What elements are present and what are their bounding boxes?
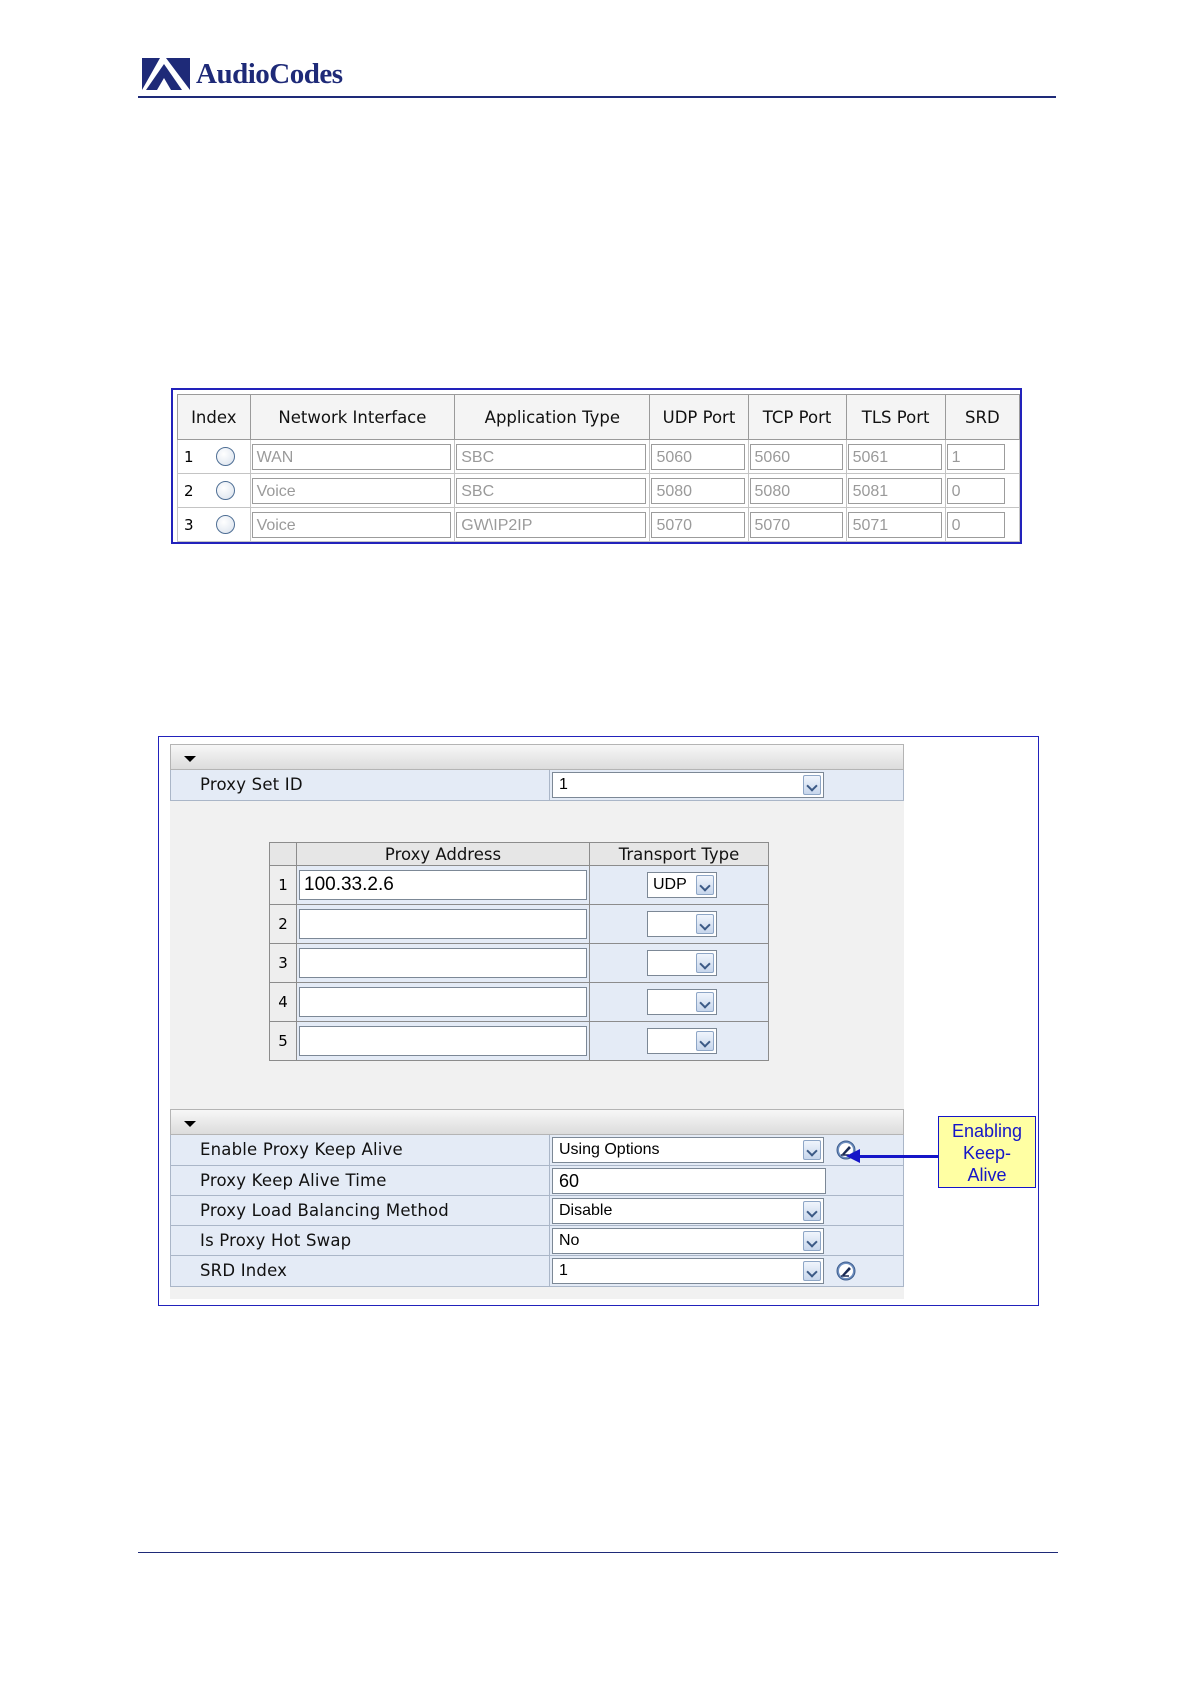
col-proxy-address: Proxy Address xyxy=(297,843,590,866)
proxy-row-number: 3 xyxy=(270,944,297,983)
proxy-address-input[interactable] xyxy=(299,909,587,939)
col-tcp-port: TCP Port xyxy=(748,395,846,440)
application-type-field: GW\IP2IP xyxy=(456,512,646,538)
tcp-port-field: 5080 xyxy=(750,478,843,504)
group-header-proxy-set[interactable] xyxy=(170,744,904,770)
callout-line-2: Keep- xyxy=(962,1143,1012,1163)
table-row xyxy=(270,944,769,983)
srd-field: 1 xyxy=(947,444,1005,470)
udp-port-field: 5060 xyxy=(651,444,744,470)
load-balancing-value: Disable xyxy=(559,1202,613,1219)
chevron-down-icon[interactable] xyxy=(696,1031,714,1051)
hot-swap-label: Is Proxy Hot Swap xyxy=(200,1231,352,1250)
proxy-settings-panel xyxy=(170,744,904,1299)
keep-alive-time-label: Proxy Keep Alive Time xyxy=(200,1171,387,1190)
callout-arrow-head-icon xyxy=(846,1149,860,1163)
table-row xyxy=(270,1022,769,1061)
callout-line-1: Enabling xyxy=(951,1121,1023,1141)
row-select-radio[interactable] xyxy=(216,481,235,500)
transport-type-value: UDP xyxy=(653,876,687,893)
proxy-row-number: 4 xyxy=(270,983,297,1022)
row-proxy-set-id xyxy=(170,770,904,801)
chevron-down-icon[interactable] xyxy=(696,914,714,934)
table-row xyxy=(270,983,769,1022)
chevron-down-icon[interactable] xyxy=(803,1261,821,1281)
load-balancing-select[interactable] xyxy=(552,1198,824,1224)
col-application-type: Application Type xyxy=(455,395,650,440)
load-balancing-label: Proxy Load Balancing Method xyxy=(200,1201,449,1220)
tls-port-field: 5081 xyxy=(848,478,942,504)
proxy-set-id-value: 1 xyxy=(559,776,568,793)
enable-keep-alive-select[interactable] xyxy=(552,1137,824,1163)
col-network-interface: Network Interface xyxy=(250,395,455,440)
proxy-address-input[interactable] xyxy=(299,1026,587,1056)
tcp-port-field: 5060 xyxy=(750,444,843,470)
network-interface-field: WAN xyxy=(252,444,452,470)
footer-rule xyxy=(138,1552,1058,1553)
proxy-address-input[interactable] xyxy=(299,987,587,1017)
callout-line-3: Alive xyxy=(967,1165,1007,1185)
proxy-row-number: 5 xyxy=(270,1022,297,1061)
application-type-field: SBC xyxy=(456,478,646,504)
row-divider xyxy=(549,1226,550,1256)
group-header-keep-alive[interactable] xyxy=(170,1109,904,1135)
network-interface-field: Voice xyxy=(252,478,452,504)
proxy-address-table xyxy=(269,842,769,1061)
row-divider xyxy=(549,770,550,800)
hot-swap-select[interactable] xyxy=(552,1228,824,1254)
row-enable-keep-alive xyxy=(170,1135,904,1166)
network-interface-field: Voice xyxy=(252,512,452,538)
row-srd-index xyxy=(170,1256,904,1287)
srd-index-select[interactable] xyxy=(552,1258,824,1284)
proxy-set-id-label: Proxy Set ID xyxy=(200,775,303,794)
chevron-down-icon[interactable] xyxy=(803,1140,821,1160)
transport-type-select[interactable] xyxy=(647,872,717,898)
proxy-row-number: 2 xyxy=(270,905,297,944)
table-row xyxy=(178,440,1020,474)
index-cell xyxy=(178,474,251,508)
callout-enabling-keep-alive xyxy=(938,1116,1036,1188)
srd-field: 0 xyxy=(947,512,1005,538)
keep-alive-time-input[interactable] xyxy=(552,1168,826,1194)
proxy-row-number: 1 xyxy=(270,866,297,905)
col-udp-port: UDP Port xyxy=(650,395,748,440)
enable-keep-alive-value: Using Options xyxy=(559,1141,660,1158)
header-rule xyxy=(138,96,1056,98)
transport-type-select[interactable] xyxy=(647,989,717,1015)
srd-index-value: 1 xyxy=(559,1262,568,1279)
keep-alive-time-value: 60 xyxy=(559,1171,580,1191)
row-keep-alive-time xyxy=(170,1166,904,1196)
proxy-set-id-select[interactable] xyxy=(552,772,824,798)
srd-field: 0 xyxy=(947,478,1005,504)
chevron-down-icon[interactable] xyxy=(696,992,714,1012)
table-row xyxy=(270,866,769,905)
col-srd: SRD xyxy=(945,395,1019,440)
index-cell xyxy=(178,508,251,542)
row-index: 2 xyxy=(184,481,194,500)
chevron-down-icon[interactable] xyxy=(803,775,821,795)
application-type-field: SBC xyxy=(456,444,646,470)
chevron-down-icon[interactable] xyxy=(803,1231,821,1251)
srd-index-label: SRD Index xyxy=(200,1261,288,1280)
tcp-port-field: 5070 xyxy=(750,512,843,538)
table-row xyxy=(270,905,769,944)
row-select-radio[interactable] xyxy=(216,515,235,534)
row-load-balancing xyxy=(170,1196,904,1226)
table-row xyxy=(178,508,1020,542)
col-index: Index xyxy=(178,395,251,440)
table-row xyxy=(178,474,1020,508)
proxy-address-input[interactable]: 100.33.2.6 xyxy=(299,870,587,900)
proxy-settings-figure xyxy=(158,736,1039,1306)
index-cell xyxy=(178,440,251,474)
proxy-address-input[interactable] xyxy=(299,948,587,978)
edit-icon[interactable] xyxy=(836,1261,856,1281)
udp-port-field: 5070 xyxy=(651,512,744,538)
row-divider xyxy=(549,1196,550,1226)
transport-type-select[interactable] xyxy=(647,911,717,937)
logo-text: AudioCodes xyxy=(196,57,343,90)
chevron-down-icon[interactable] xyxy=(696,875,714,895)
chevron-down-icon[interactable] xyxy=(803,1201,821,1221)
transport-type-select[interactable] xyxy=(647,1028,717,1054)
enable-keep-alive-label: Enable Proxy Keep Alive xyxy=(200,1140,403,1159)
row-divider xyxy=(549,1166,550,1196)
col-transport-type: Transport Type xyxy=(590,843,769,866)
row-index: 3 xyxy=(184,515,194,534)
audiocodes-logo xyxy=(140,54,343,94)
tls-port-field: 5071 xyxy=(848,512,942,538)
collapse-triangle-icon[interactable] xyxy=(184,1121,196,1127)
udp-port-field: 5080 xyxy=(651,478,744,504)
collapse-triangle-icon[interactable] xyxy=(184,756,196,762)
interface-table-figure xyxy=(171,388,1022,544)
row-index: 1 xyxy=(184,447,194,466)
col-tls-port: TLS Port xyxy=(846,395,945,440)
row-divider xyxy=(549,1135,550,1165)
transport-type-select[interactable] xyxy=(647,950,717,976)
col-number xyxy=(270,843,297,866)
chevron-down-icon[interactable] xyxy=(696,953,714,973)
interface-table xyxy=(177,394,1020,542)
hot-swap-value: No xyxy=(559,1232,580,1249)
tls-port-field: 5061 xyxy=(848,444,942,470)
row-hot-swap xyxy=(170,1226,904,1256)
audiocodes-logo-icon xyxy=(140,56,192,92)
row-divider xyxy=(549,1256,550,1286)
row-select-radio[interactable] xyxy=(216,447,235,466)
